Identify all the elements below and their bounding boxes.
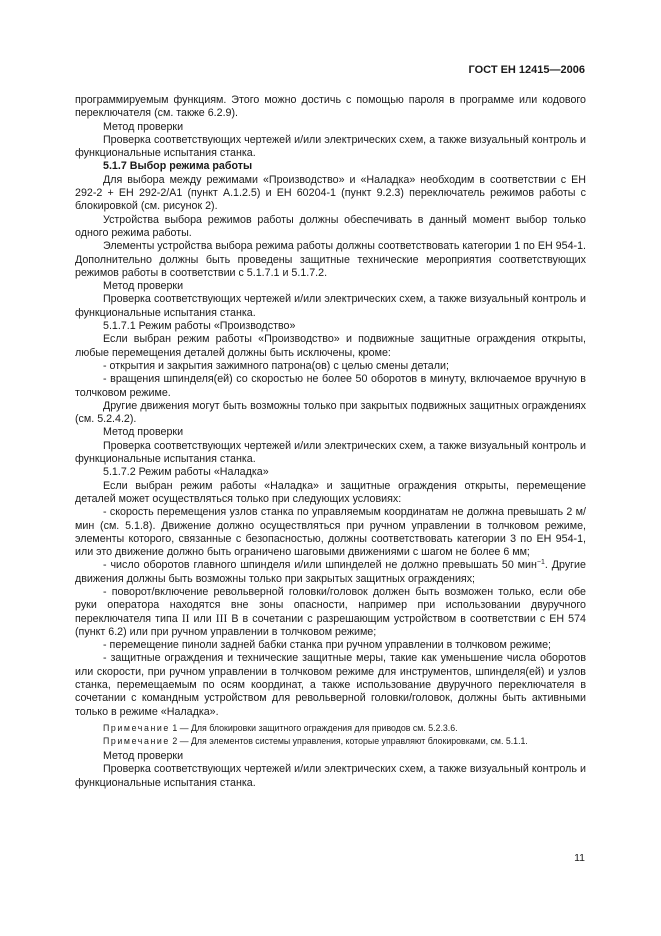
paragraph: Если выбран режим работы «Производство» и подвижные защитные ограждения открыты, любые перемещения деталей должны быть исключены, кроме: <box>75 333 586 359</box>
note-2 <box>75 735 586 747</box>
text-span: - число оборотов главного шпинделя и/или шпинделей не должно превышать 50 мин <box>103 559 537 572</box>
note-label: Примечание <box>103 722 170 733</box>
text-span: В в сочетании с разрешающим устройством в соответствии с ЕН 574 (пункт 6.2) или при ручном управлении в толчковом режиме; <box>75 612 586 638</box>
verification-method-heading: Метод проверки <box>103 426 184 439</box>
note-1 <box>75 722 586 734</box>
verification-method-heading: Метод проверки <box>103 120 184 133</box>
list-item: - перемещение пиноли задней бабки станка при ручном управлении в толчковом режиме; <box>103 639 552 652</box>
paragraph: Для выбора между режимами «Производство» и «Наладка» необходим в соответствии с ЕН 292-2 + ЕН 292-2/А1 (пункт А.1.2.5) и ЕН 60204-1 (пункт 9.2.3) переключатель режимов работы с блокировкой (см. рисунок 2). <box>75 173 586 213</box>
list-item: - защитные ограждения и технические защитные меры, такие как уменьшение числа оборотов или скорости, при ручном управлении в толчковом режиме для инструментов, шпинделя(ей) и узлов станка, перемещаемым по осям координат, а также использование двуручного переключателя в сочетании с командным устройством для револьверной головки/головок, должны быть активными только в режиме «Наладка». <box>75 652 586 718</box>
text-span: - поворот/включение револьверной головки/головок должен быть возможен только, если обе руки оператора находятся вне зоны опасности, например при использовании двуручного переключателя типа <box>75 585 586 625</box>
paragraph: Проверка соответствующих чертежей и/или электрических схем, а также визуальный контроль и функциональные испытания станка. <box>75 133 586 160</box>
note-label: Примечание <box>103 735 170 746</box>
section-heading-5-1-7: 5.1.7 Выбор режима работы <box>103 160 253 173</box>
paragraph: программируемым функциям. Этого можно достичь с помощью пароля в программе или кодового переключателя (см. также 6.2.9). <box>75 94 586 120</box>
roman-numeral: III <box>215 612 228 625</box>
superscript: −1 <box>536 559 545 567</box>
document-body <box>75 94 586 790</box>
section-heading-5-1-7-1: 5.1.7.1 Режим работы «Производство» <box>103 320 296 333</box>
page-number: 11 <box>574 852 585 864</box>
note-text: 2 — Для элементов системы управления, которые управляют блокировками, см. 5.1.1. <box>172 735 528 746</box>
paragraph: Проверка соответствующих чертежей и/или электрических схем, а также визуальный контроль и функциональные испытания станка. <box>75 293 586 319</box>
paragraph: Элементы устройства выбора режима работы должны соответствовать категории 1 по ЕН 954-1. Дополнительно должны быть проведены защитные технические мероприятия соответствующих режимов работы в соответствии с 5.1.7.1 и 5.1.7.2. <box>75 240 586 279</box>
list-item: - открытия и закрытия зажимного патрона(ов) с целью смены детали; <box>103 359 449 372</box>
document-header: ГОСТ ЕН 12415—2006 <box>468 64 585 76</box>
section-heading-5-1-7-2: 5.1.7.2 Режим работы «Наладка» <box>103 466 269 479</box>
list-item: - скорость перемещения узлов станка по управляемым координатам не должна превышать 2 м/мин (см. 5.1.8). Движение должно осуществляться при ручном управлении в толчковом режиме, элементы которого, связанные с безопасностью, должны соответствовать категории 3 по ЕН 954-1, или это движение должно быть ограничено шаговыми движениями с шагом не более 6 мм; <box>75 506 586 559</box>
verification-method-heading: Метод проверки <box>103 749 184 762</box>
text-span: . Другие движения должны быть возможны только при закрытых защитных ограждениях; <box>75 559 586 585</box>
roman-numeral: II <box>181 612 190 625</box>
verification-method-heading: Метод проверки <box>103 280 184 293</box>
paragraph: Если выбран режим работы «Наладка» и защитные ограждения открыты, перемещение деталей может осуществляться только при следующих условиях: <box>75 479 586 505</box>
paragraph: Устройства выбора режимов работы должны обеспечивать в данный момент выбор только одного режима работы. <box>75 213 586 239</box>
paragraph: Проверка соответствующих чертежей и/или электрических схем, а также визуальный контроль и функциональные испытания станка. <box>75 763 586 789</box>
note-text: 1 — Для блокировки защитного ограждения для приводов см. 5.2.3.6. <box>172 722 458 733</box>
list-item: - вращения шпинделя(ей) со скоростью не более 50 оборотов в минуту, включаемое вручную в толчковом режиме. <box>75 373 586 399</box>
list-item <box>75 559 586 586</box>
paragraph: Другие движения могут быть возможны только при закрытых подвижных защитных ограждениях (см. 5.2.4.2). <box>75 399 586 426</box>
text-span: или <box>193 612 212 625</box>
paragraph: Проверка соответствующих чертежей и/или электрических схем, а также визуальный контроль и функциональные испытания станка. <box>75 439 586 466</box>
list-item <box>75 586 586 639</box>
